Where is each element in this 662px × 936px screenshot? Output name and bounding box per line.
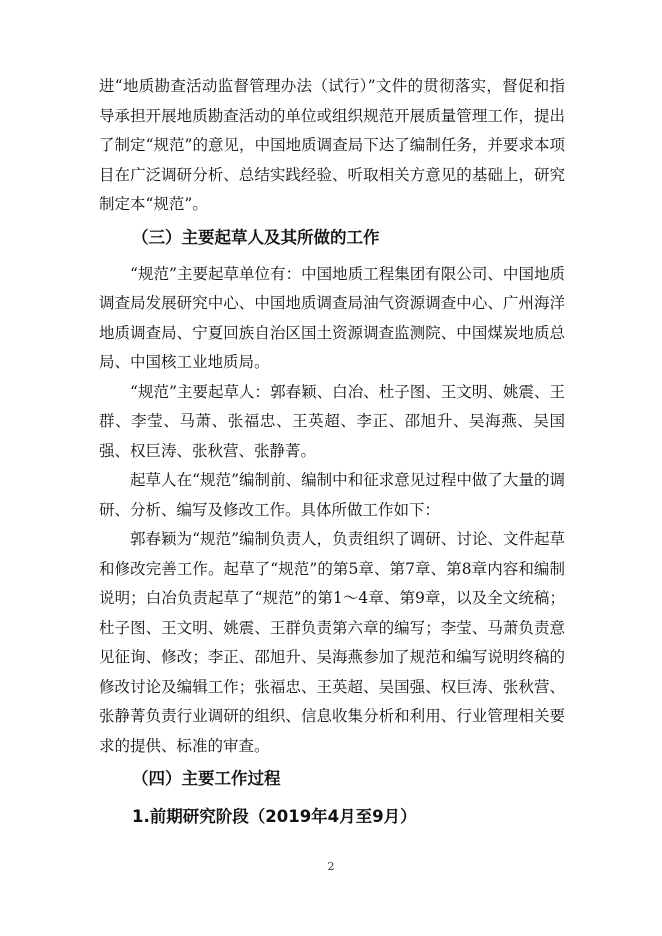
subsection-heading-preliminary-stage: 1.前期研究阶段（2019年4月至9月） [132,807,417,826]
paragraph-background-continued: 进“地质勘查活动监督管理办法（试行）”文件的贯彻落实，督促和指导承担开展地质勘查活动的单位或组织规范开展质量管理工作，提出了制定“规范”的意见，中国地质调查局下达了编制任务，并要求本项目在广泛调研分析、总结实践经验、听取相关方意见的基础上，研究制定本“规范”。 [99,77,565,213]
page-content [99,72,565,839]
paragraph-drafters-list: “规范”主要起草人：郭春颖、白冶、杜子图、王文明、姚震、王群、李莹、马萧、张福忠、王英超、李正、邵旭升、吴海燕、吴国强、权巨涛、张秋营、张静菁。 [99,382,565,460]
section-heading-drafters: （三）主要起草人及其所做的工作 [132,227,380,247]
paragraph-drafters-work-detail: 郭春颖为“规范”编制负责人，负责组织了调研、讨论、文件起草和修改完善工作。起草了“规范”的第5章、第7章、第8章内容和编制说明；白冶负责起草了“规范”的第1～4章、第9章，以及全文统稿；杜子图、王文明、姚震、王群负责第六章的编写；李莹、马萧负责意见征询、修改；李正、邵旭升、吴海燕参加了规范和编写说明终稿的修改讨论及编辑工作；张福忠、王英超、吴国强、权巨涛、张秋营、张静菁负责行业调研的组织、信息收集分析和利用、行业管理相关要求的提供、标准的审查。 [99,530,565,755]
section-heading-work-process: （四）主要工作过程 [132,769,281,788]
page-number: 2 [327,860,335,873]
paragraph-drafting-units: “规范”主要起草单位有：中国地质工程集团有限公司、中国地质调查局发展研究中心、中国地质调查局油气资源调查中心、广州海洋地质调查局、宁夏回族自治区国土资源调查监测院、中国煤炭地质总局、中国核工业地质局。 [99,264,565,371]
paragraph-drafters-work-intro: 起草人在“规范”编制前、编制中和征求意见过程中做了大量的调研、分析、编写及修改工作。具体所做工作如下： [99,471,565,519]
